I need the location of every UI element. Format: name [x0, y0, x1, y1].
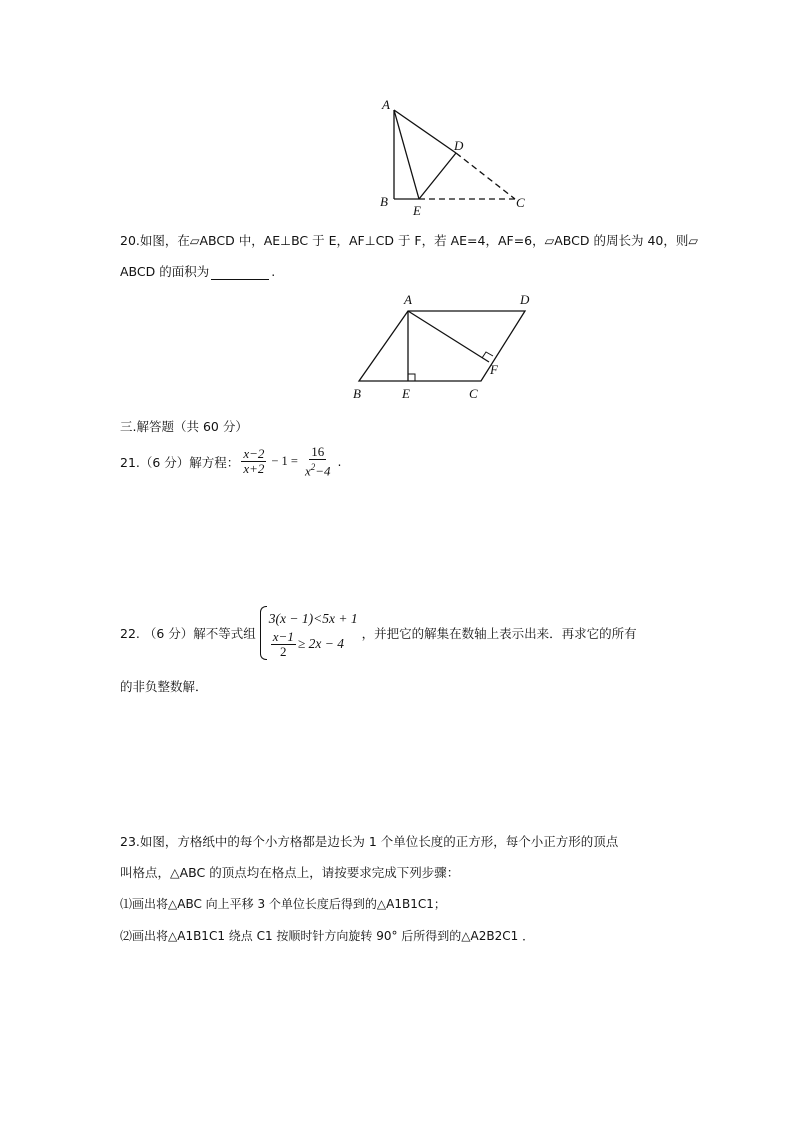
q22-ineq2-rhs: ≥ 2x − 4	[297, 636, 344, 651]
parallelogram-ABCD	[359, 311, 525, 381]
q21-end: .	[337, 454, 342, 470]
q21-lhs-numerator: x−2	[243, 446, 265, 462]
q21-rhs-fraction	[303, 445, 333, 478]
q21-minus-one: − 1 =	[271, 454, 298, 469]
q20-line2-suffix: .	[271, 264, 276, 279]
q23-item1: ⑴画出将△ABC 向上平移 3 个单位长度后得到的△A1B1C1；	[120, 897, 446, 911]
right-angle-mark-E	[408, 374, 415, 381]
label-C: C	[516, 195, 525, 210]
q23-item2: ⑵画出将△A1B1C1 绕点 C1 按顺时针方向旋转 90° 后所得到的△A2B2C1 ．	[120, 929, 535, 943]
answer-blank	[211, 267, 269, 280]
q23-line1: 23.如图，方格纸中的每个小方格都是边长为 1 个单位长度的正方形，每个小正方形的顶点	[120, 834, 619, 849]
q22-ineq2-numerator: x−1	[272, 628, 294, 644]
label-E: E	[402, 386, 410, 401]
label-C: C	[469, 386, 478, 401]
segment-DC-dashed	[456, 153, 515, 199]
q22-prefix: 22. （6 分）解不等式组	[120, 626, 256, 641]
q21-lhs-denominator: x+2	[243, 461, 265, 477]
q21-rhs-den-rest: −4	[315, 463, 331, 479]
segment-AE	[394, 110, 419, 199]
q22-ineq2-fraction	[271, 630, 296, 659]
label-A: A	[382, 97, 390, 112]
q22-line2: 的非负整数解．	[120, 679, 208, 694]
right-angle-mark-F	[482, 352, 493, 358]
q22-inequality-1: 3(x − 1)<5x + 1	[268, 610, 358, 626]
q21-lhs-fraction	[241, 447, 266, 476]
q20-line2-prefix: ABCD 的面积为	[120, 264, 210, 279]
q21-rhs-den-base: x	[304, 463, 311, 479]
system-brace	[260, 606, 267, 660]
q21-rhs-numerator: 16	[311, 444, 325, 459]
label-E: E	[413, 203, 421, 218]
label-D: D	[520, 292, 530, 307]
q21-rhs-denominator	[303, 460, 333, 478]
q21-prefix: 21.（6 分）解方程：	[120, 454, 240, 470]
figure-parallelogram	[345, 288, 545, 403]
label-A: A	[404, 292, 412, 307]
q21-rhs-den-exp: 2	[310, 462, 316, 472]
label-D: D	[454, 138, 464, 153]
q22-suffix: ，并把它的解集在数轴上表示出来．再求它的所有	[361, 626, 637, 641]
inequality-system	[269, 608, 358, 659]
section-title: 三.解答题（共 60 分）	[120, 419, 248, 434]
q20-line1: 20.如图，在▱ABCD 中，AE⊥BC 于 E，AF⊥CD 于 F，若 AE=4，AF=6，▱ABCD 的周长为 40，则▱	[120, 233, 698, 248]
q21	[120, 445, 342, 478]
label-B: B	[353, 386, 361, 401]
segment-AD	[394, 110, 456, 153]
segment-ED	[419, 153, 456, 199]
q20-line2	[120, 262, 275, 280]
q22-ineq2-denominator: 2	[280, 643, 287, 659]
figure-triangle-fold	[370, 95, 540, 220]
q22-line1	[120, 606, 637, 660]
label-B: B	[380, 194, 388, 209]
q23-line2: 叫格点，△ABC 的顶点均在格点上，请按要求完成下列步骤：	[120, 865, 460, 880]
q22-inequality-2	[269, 630, 358, 659]
segment-AF	[408, 311, 489, 362]
label-F: F	[490, 362, 498, 377]
